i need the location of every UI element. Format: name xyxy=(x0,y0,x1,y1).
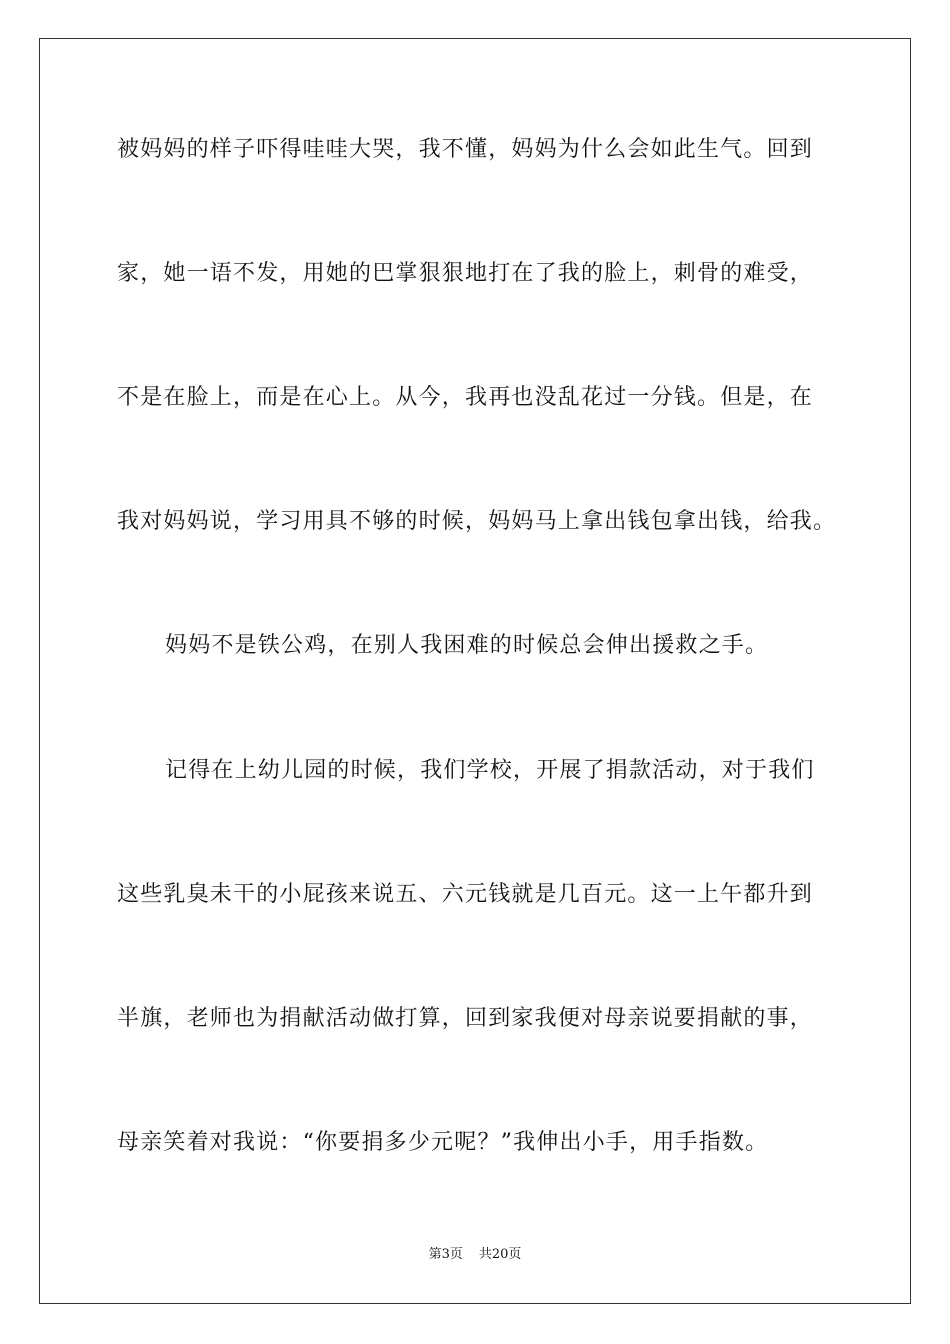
paragraph-line-1: 被妈妈的样子吓得哇哇大哭，我不懂，妈妈为什么会如此生气。回到 xyxy=(117,137,814,162)
page-number: 第3页 xyxy=(428,1247,463,1262)
page-border xyxy=(39,38,911,1304)
paragraph-line-6: 记得在上幼儿园的时候，我们学校，开展了捐款活动，对于我们 xyxy=(165,758,815,783)
page-total: 共20页 xyxy=(478,1247,522,1262)
paragraph-line-8: 半旗，老师也为捐献活动做打算，回到家我便对母亲说要捐献的事， xyxy=(117,1006,814,1031)
paragraph-line-2: 家，她一语不发，用她的巴掌狠狠地打在了我的脸上，刺骨的难受， xyxy=(117,261,814,286)
paragraph-line-4: 我对妈妈说，学习用具不够的时候，妈妈马上拿出钱包拿出钱，给我。 xyxy=(117,509,837,534)
paragraph-line-5: 妈妈不是铁公鸡，在别人我困难的时候总会伸出援救之手。 xyxy=(165,633,769,658)
paragraph-line-3: 不是在脸上，而是在心上。从今，我再也没乱花过一分钱。但是，在 xyxy=(117,385,814,410)
paragraph-line-7: 这些乳臭未干的小屁孩来说五、六元钱就是几百元。这一上午都升到 xyxy=(117,882,814,907)
paragraph-line-9: 母亲笑着对我说：“你要捐多少元呢？”我伸出小手，用手指数。 xyxy=(117,1130,769,1155)
page-footer xyxy=(0,1247,950,1263)
